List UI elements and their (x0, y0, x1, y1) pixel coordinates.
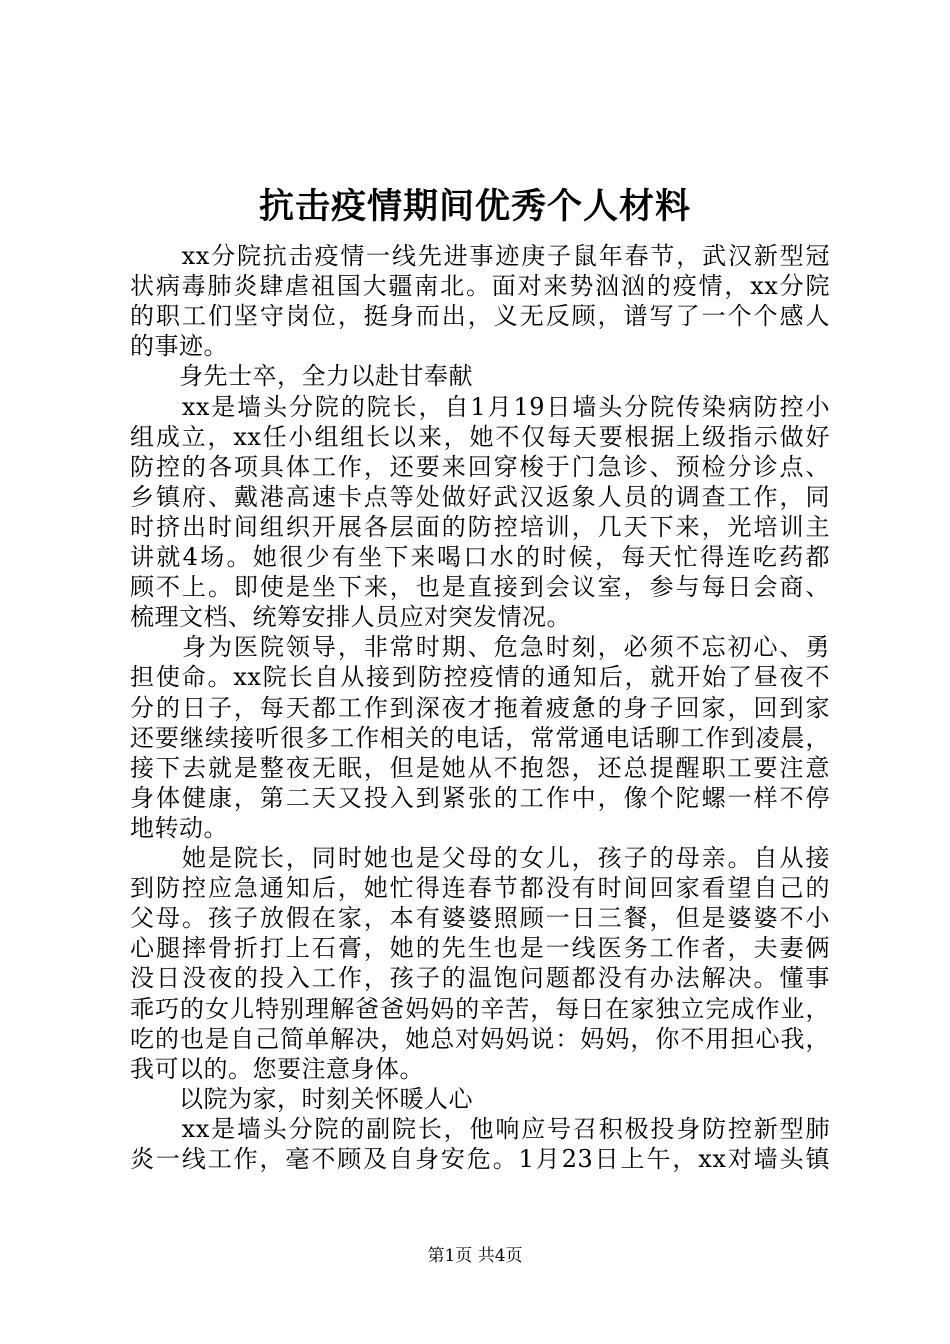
body-text-line: 还要继续接听很多工作相关的电话，常常通电话聊工作到凌晨， (130, 723, 830, 752)
body-text-line: 组成立，xx任小组组长以来，她不仅每天要根据上级指示做好 (130, 422, 830, 451)
body-text-line: 梳理文档、统筹安排人员应对突发情况。 (130, 603, 571, 632)
body-text-line: 乖巧的女儿特别理解爸爸妈妈的辛苦，每日在家独立完成作业， (130, 994, 830, 1023)
body-text-line: 炎一线工作，毫不顾及自身安危。1月23日上午，xx对墙头镇 (130, 1145, 830, 1173)
body-text-line: 的事迹。 (130, 332, 228, 361)
body-text-line: 分的日子，每天都工作到深夜才拖着疲惫的身子回家，回到家 (130, 693, 830, 722)
section-heading-line: 以院为家，时刻关怀暖人心 (130, 1084, 473, 1113)
body-text-line: 身体健康，第二天又投入到紧张的工作中，像个陀螺一样不停 (130, 783, 830, 812)
body-text-line: 的职工们坚守岗位，挺身而出，义无反顾，谱写了一个个感人 (130, 302, 830, 331)
body-text-line: 吃的也是自己简单解决，她总对妈妈说：妈妈，你不用担心我， (130, 1024, 830, 1053)
body-text-line: 顾不上。即使是坐下来，也是直接到会议室，参与每日会商、 (130, 573, 830, 602)
body-text-line: 担使命。xx院长自从接到防控疫情的通知后，就开始了昼夜不 (130, 663, 830, 692)
body-text-line: 状病毒肺炎肆虐祖国大疆南北。面对来势汹汹的疫情，xx分院 (130, 272, 830, 301)
body-text-line: 防控的各项具体工作，还要来回穿梭于门急诊、预检分诊点、 (130, 452, 830, 481)
body-text-line: 时挤出时间组织开展各层面的防控培训，几天下来，光培训主 (130, 512, 830, 541)
body-text-line: 没日没夜的投入工作，孩子的温饱问题都没有办法解决。懂事 (130, 964, 830, 993)
body-text-line: 乡镇府、戴港高速卡点等处做好武汉返象人员的调查工作，同 (130, 482, 830, 511)
body-text-line: 地转动。 (130, 813, 228, 842)
body-text-line: 身为医院领导，非常时期、危急时刻，必须不忘初心、勇 (130, 633, 830, 662)
body-text-line: 心腿摔骨折打上石膏，她的先生也是一线医务工作者，夫妻俩 (130, 934, 830, 963)
body-text-line: xx是墙头分院的院长，自1月19日墙头分院传染病防控小 (130, 392, 830, 421)
body-text-line: 我可以的。您要注意身体。 (130, 1054, 424, 1083)
body-text-line: xx分院抗击疫情一线先进事迹庚子鼠年春节，武汉新型冠 (130, 242, 830, 270)
body-text-line: 她是院长，同时她也是父母的女儿，孩子的母亲。自从接 (130, 844, 830, 872)
body-text-line: 到防控应急通知后，她忙得连春节都没有时间回家看望自己的 (130, 874, 830, 903)
body-text-line: 接下去就是整夜无眠，但是她从不抱怨，还总提醒职工要注意 (130, 753, 830, 782)
body-text-line: xx是墙头分院的副院长，他响应号召积极投身防控新型肺 (130, 1114, 830, 1143)
document-title: 抗击疫情期间优秀个人材料 (258, 186, 691, 227)
body-text-line: 父母。孩子放假在家，本有婆婆照顾一日三餐，但是婆婆不小 (130, 904, 830, 933)
body-text-line: 讲就4场。她很少有坐下来喝口水的时候，每天忙得连吃药都 (130, 543, 830, 571)
section-heading-line: 身先士卒，全力以赴甘奉献 (130, 362, 473, 391)
page-footer: 第1页 共4页 (427, 1246, 523, 1266)
